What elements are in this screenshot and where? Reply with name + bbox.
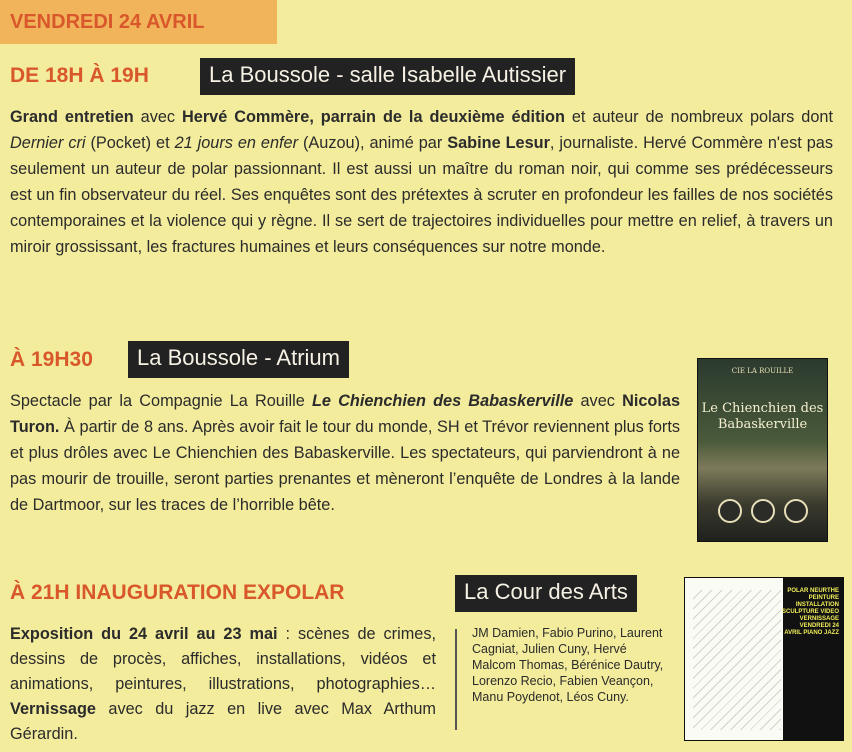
spectacle-description [10, 388, 680, 518]
portrait-icon [751, 499, 775, 523]
guest-name: Hervé Commère, parrain de la deuxième édition [182, 108, 565, 126]
book-title-1: Dernier cri [10, 134, 86, 152]
venue-boussole-atrium: La Boussole - Atrium [128, 341, 349, 378]
text-part: Spectacle par la Compagnie La Rouille [10, 392, 312, 410]
host-name: Sabine Lesur [447, 134, 550, 152]
text-part: avec [133, 108, 182, 126]
venue-cour-des-arts: La Cour des Arts [455, 575, 637, 612]
text-part: avec [573, 392, 623, 410]
text-part: et auteur de nombreux polars dont [564, 108, 833, 126]
poster-portraits [718, 499, 808, 523]
book-title-2: 21 jours en enfer [174, 134, 299, 152]
text-part: (Pocket) et [85, 134, 175, 152]
text-part: : scènes de crimes, dessins de procès, affiches, installations, vidéos et animations, peintures, illustrations, photographies… [10, 625, 436, 693]
show-poster [697, 358, 828, 542]
expo-description [10, 622, 436, 747]
poster-title: Le Chienchien des Babaskerville [701, 401, 824, 432]
performer-name: Nicolas Turon. [10, 392, 680, 436]
poster-company: CIE LA ROUILLE [731, 367, 794, 375]
text-part: , journaliste. Hervé Commère n'est pas seulement un auteur de polar passionnant. Il est aussi un maître du roman noir, qui comme ses prédécesseurs est un fin observateur du réel. Ses enquêtes sont des prétextes à scruter en profondeur les failles de nos sociétés contemporaines et la violence qui y règne. Il se sert de trajectoires individuelles pour mettre en relief, à travers un miroir grossissant, les fractures humaines et leurs conséquences sur notre monde. [10, 134, 833, 256]
expo-poster [684, 577, 844, 741]
portrait-icon [784, 499, 808, 523]
text-part: (Auzou), animé par [298, 134, 448, 152]
portrait-icon [718, 499, 742, 523]
text-part: avec du jazz en live avec Max Arthum Gérardin. [10, 700, 436, 743]
show-title: Le Chienchien des Babaskerville [311, 392, 574, 410]
vernissage-label: Vernissage [10, 700, 96, 718]
time-21h: À 21H INAUGURATION EXPOLAR [10, 581, 345, 604]
time-18h: DE 18H À 19H [10, 64, 149, 87]
expo-dates: Exposition du 24 avril au 23 mai [10, 625, 278, 643]
poster-text: POLAR NEURTHE PEINTURE INSTALLATION SCULPTURE VIDEO VERNISSAGE VENDREDI 24 AVRIL PIANO JAZZ [781, 588, 839, 636]
venue-boussole-salle: La Boussole - salle Isabelle Autissier [200, 58, 575, 95]
poster-sketch [693, 590, 781, 730]
artists-list: JM Damien, Fabio Purino, Laurent Cagniat, Julien Cuny, Hervé Malcom Thomas, Bérénice Dautry, Lorenzo Recio, Fabien Veançon, Manu Poydenot, Léos Cuny. [472, 626, 664, 704]
entretien-label: Grand entretien [10, 108, 134, 126]
entretien-description [10, 104, 833, 260]
day-banner: VENDREDI 24 AVRIL [0, 0, 277, 44]
text-part: À partir de 8 ans. Après avoir fait le tour du monde, SH et Trévor reviennent plus forts et plus drôles avec Le Chienchien des Babaskerville. Les spectateurs, qui parviendront à ne pas mourir de trouille, seront parties prenantes et mèneront l’enquête de Londres à la lande de Dartmoor, sur les traces de l’horrible bête. [10, 418, 680, 514]
time-19h30: À 19H30 [10, 348, 93, 371]
artists-divider [455, 629, 457, 730]
